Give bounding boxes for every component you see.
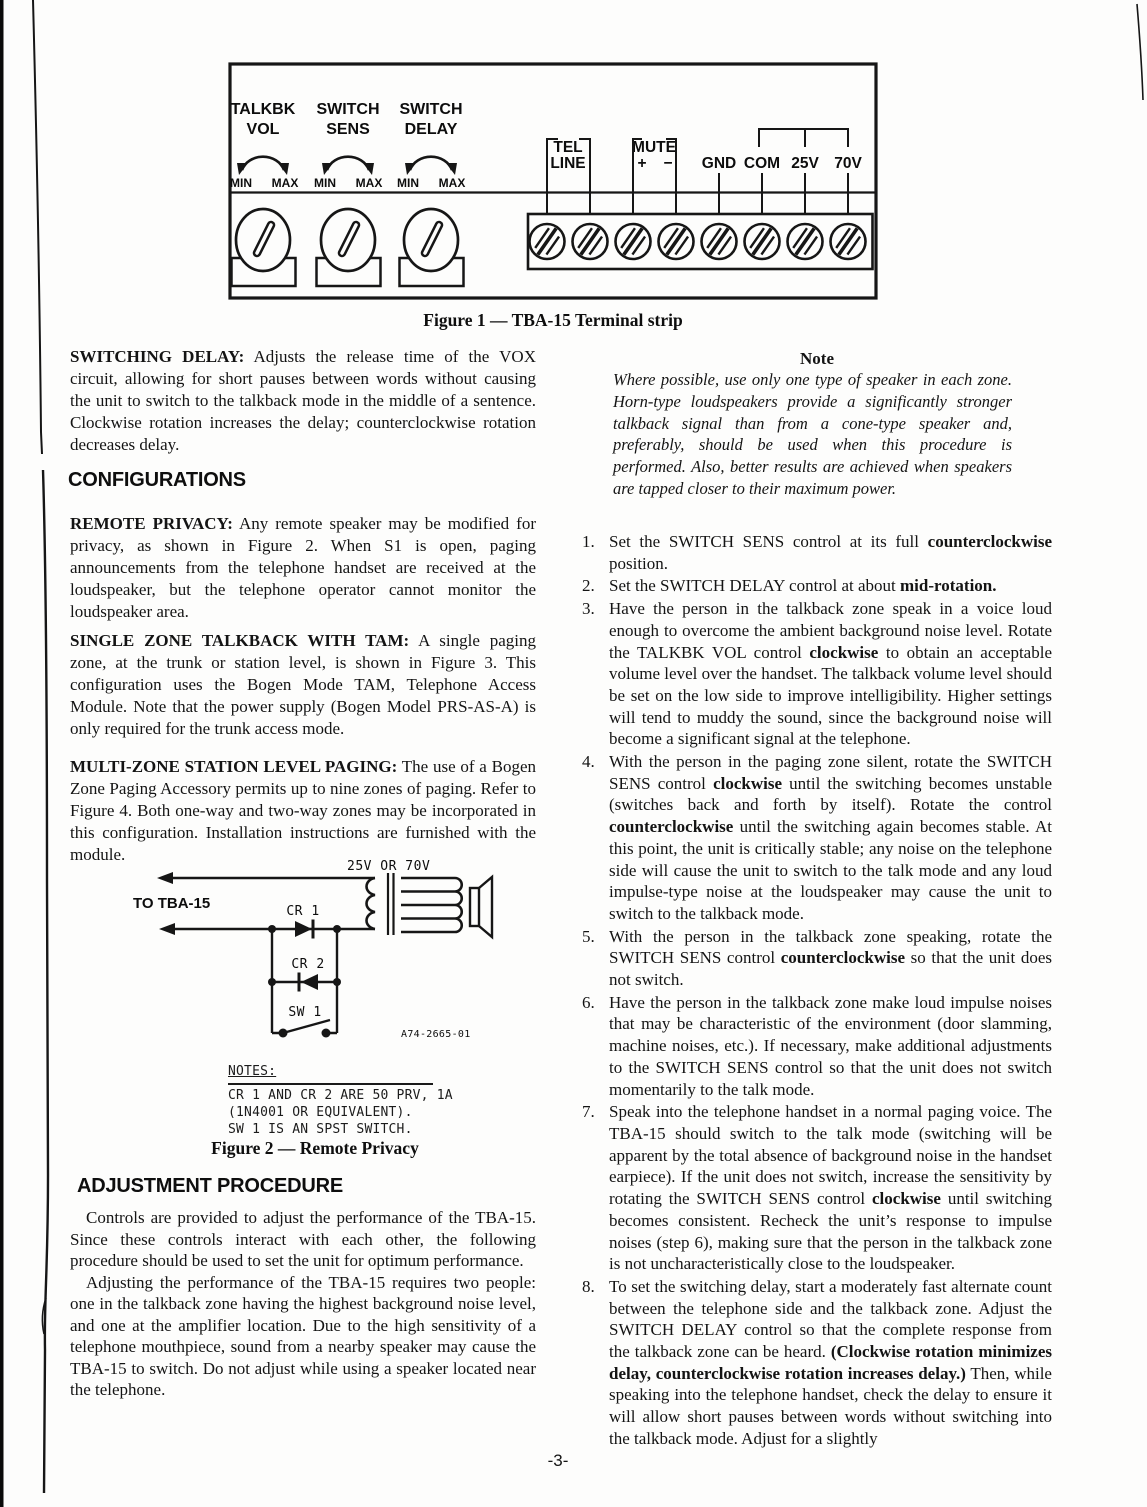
switch-terminal-dot [322, 1029, 331, 1038]
rotation-arc-icon [237, 157, 289, 175]
speaker-horn-icon [479, 877, 492, 937]
terminal-screw [788, 224, 823, 259]
procedure-step-7: 7. Speak into the telephone handset in a normal paging voice. The TBA-15 should switch to the talk mode (switching will be apparent by the total absence of background noise in the handset earpiece). If the unit does not switch, increase the sensitivity by rotating the SWITCH SENS control clockwise until switching becomes consistent. Recheck the unit’s response to impulse noises (step 6), making sure that the person in the talkback zone is not uncharacteristically close to the loudspeaker. [582, 1102, 1053, 1274]
procedure-step-6: 6. Have the person in the talkback zone make loud impulse noises that may be characteristic of the environment (door slamming, machine noises, etc.). If necessary, make additional adjustments to the SWITCH SENS control so that the unit does not switch momentarily to the talk mode. [582, 992, 1052, 1099]
gnd-label: GND [701, 155, 737, 172]
notes-line: CR 1 AND CR 2 ARE 50 PRV, 1A [228, 1088, 453, 1103]
min-label: MIN [230, 176, 252, 190]
arrow-left-icon [159, 923, 175, 935]
notes-rule [228, 1083, 433, 1085]
svg-text:VOL: VOL [246, 121, 280, 138]
notes-line: (1N4001 OR EQUIVALENT). [228, 1105, 413, 1120]
rotation-arc-icon [322, 157, 374, 175]
controls-paragraph: Controls are provided to adjust the performance of the TBA-15. Since these controls interact with each other, the following procedure should be used to set the unit for optimum performance. [70, 1208, 536, 1270]
svg-text:SENS: SENS [326, 121, 370, 138]
sw1-label: SW 1 [288, 1005, 322, 1020]
step-number: 8. [582, 1276, 595, 1296]
adjustment-procedure-heading: ADJUSTMENT PROCEDURE [77, 1175, 344, 1197]
terminal-screw [831, 224, 866, 259]
arrow-left-icon [157, 872, 173, 884]
procedure-step-4: 4. With the person in the paging zone silent, rotate the SWITCH SENS control clockwise until the switching becomes unstable (switches back and forth by itself). Rotate the control counterclockwise until the switching again becomes stable. At this point, the unit is critically stable; any noise on the telephone side will cause the unit to switch to the talk mode and any loud impulse-type noise at the loudspeaker may cause the unit to switch to the talkback mode. [582, 752, 1052, 923]
talkbk-vol-label: TALKBK [230, 101, 296, 118]
transformer-core [388, 873, 394, 935]
rotation-arc-icon [405, 157, 457, 175]
step-number: 1. [582, 532, 595, 551]
procedure-steps-list [582, 531, 1052, 1451]
mute-plus-label: + [637, 155, 647, 172]
transformer-secondary-coil [401, 878, 462, 932]
speaker-driver [470, 888, 479, 926]
25v-label: 25V [791, 155, 819, 172]
diode-cr2-symbol [301, 974, 318, 990]
cr1-label: CR 1 [286, 904, 320, 919]
terminal-screw [702, 224, 737, 259]
page-edge-strip [0, 0, 4, 1507]
cr2-label: CR 2 [291, 957, 325, 972]
figure2-caption: Figure 2 — Remote Privacy [211, 1138, 419, 1158]
step-number: 5. [582, 926, 595, 946]
potentiometer-knob [232, 209, 296, 286]
voltage-label: 25V OR 70V [347, 859, 431, 874]
notes-title: NOTES: [228, 1064, 277, 1079]
potentiometer-knob [317, 209, 381, 286]
figure2-notes [228, 1063, 453, 1138]
two-people-paragraph: Adjusting the performance of the TBA-15 requires two people: one in the talkback zone having the highest background noise level, and one at the amplifier location. Due to the high sensitivity of a telephone mouthpiece, sound from a nearby speaker may cause the TBA-15 to switch. Do not adjust while using a speaker located near the telephone. [70, 1272, 536, 1399]
step-number: 7. [582, 1102, 595, 1122]
remote-privacy-lead: REMOTE PRIVACY: [70, 514, 233, 533]
junction-dot [333, 978, 341, 986]
mute-label: MUTE [632, 139, 676, 156]
mute-minus-label: − [663, 155, 673, 172]
switching-delay-lead: SWITCHING DELAY: [70, 347, 245, 366]
adjustment-intro [70, 1207, 536, 1401]
step-number: 2. [582, 576, 595, 596]
transformer-primary-coil [367, 878, 375, 929]
switching-delay-paragraph: SWITCHING DELAY: Adjusts the release time of the VOX circuit, allowing for short pauses between words without causing the unit to switch to the talkback mode in the middle of a sentence. Clockwise rotation increases the delay; counterclockwise rotation decreases delay. [70, 347, 536, 454]
70v-label: 70V [834, 155, 862, 172]
line-label: LINE [550, 155, 586, 172]
terminal-screw [745, 224, 780, 259]
output-bracket [759, 129, 848, 147]
procedure-step-2: 2. Set the SWITCH DELAY control at about mid-rotation. [582, 576, 997, 596]
note-heading: Note [800, 349, 834, 368]
com-label: COM [743, 155, 781, 172]
drawing-number: A74-2665-01 [401, 1029, 471, 1040]
terminal-screw [530, 224, 565, 259]
remote-privacy-paragraph: REMOTE PRIVACY: Any remote speaker may be modified for privacy, as shown in Figure 2. When S1 is open, paging announcements from the telephone handset are received at the loudspeaker, but the telephone operator cannot monitor the loudspeaker area. [70, 514, 537, 621]
diode-cr1-symbol [295, 921, 312, 937]
procedure-step-1: 1. Set the SWITCH SENS control at its full counterclockwise position. [582, 532, 1052, 573]
max-label: MAX [271, 176, 299, 190]
notes-line: SW 1 IS AN SPST SWITCH. [228, 1122, 413, 1137]
multi-zone-paragraph: MULTI-ZONE STATION LEVEL PAGING: The use of a Bogen Zone Paging Accessory permits up to nine zones of paging. Refer to Figure 4. Both one-way and two-way zones may be incorporated in this configuration. Installation instructions are furnished with the module. [70, 757, 536, 864]
page-crease-line-top [33, 0, 42, 454]
single-zone-paragraph: SINGLE ZONE TALKBACK WITH TAM: A single paging zone, at the trunk or station level, is shown in Figure 3. This configuration uses the Bogen Mode TAM, Telephone Access Module. Note that the power supply (Bogen Model PRS-AS-A) is only required for the trunk access mode. [70, 631, 536, 738]
terminal-screw [573, 224, 608, 259]
page-crease-line-bottom [43, 470, 48, 1493]
max-label: MAX [438, 176, 466, 190]
to-tba15-label: TO TBA-15 [133, 895, 211, 912]
single-zone-lead: SINGLE ZONE TALKBACK WITH TAM: [70, 631, 410, 650]
procedure-step-8: 8. To set the switching delay, start a moderately fast alternate count between the telephone side and the talkback zone. Adjust the SWITCH DELAY control so that the complete response from the talkback zone can be heard. (Clockwise rotation minimizes delay, counterclockwise rotation increases delay.) Then, while speaking into the telephone handset, check the delay to ensure it will allow short pauses between words without switching into the talkback mode. Adjust for a slightly [582, 1276, 1052, 1448]
figure1-terminal-strip-diagram [228, 62, 878, 300]
step-number: 3. [582, 599, 595, 619]
step-number: 6. [582, 992, 595, 1012]
min-label: MIN [397, 176, 419, 190]
terminal-screw [659, 224, 694, 259]
figure2-remote-privacy-diagram [115, 855, 585, 1050]
switch-sens-label: SWITCH [316, 101, 380, 118]
max-label: MAX [355, 176, 383, 190]
figure1-caption: Figure 1 — TBA-15 Terminal strip [423, 310, 683, 330]
procedure-step-3: 3. Have the person in the talkback zone speak in a voice loud enough to overcome the ambient background noise level. Rotate the TALKBK VOL control clockwise to obtain an acceptable volume level over the handset. The talkback volume level should be set on the low side to improve intelligibility. Higher settings will tend to muddy the sound, since the background noise will become a significant signal at the telephone. [582, 599, 1052, 749]
page-number: -3- [547, 1451, 569, 1470]
multi-zone-lead: MULTI-ZONE STATION LEVEL PAGING: [70, 757, 398, 776]
tel-label: TEL [553, 139, 583, 156]
switch-delay-label: SWITCH [399, 101, 463, 118]
configurations-heading: CONFIGURATIONS [68, 469, 246, 491]
page-edge-line-right [1137, 4, 1143, 100]
potentiometer-knob [400, 209, 464, 286]
terminal-screw [616, 224, 651, 259]
note-body: Where possible, use only one type of speaker in each zone. Horn-type loudspeakers provide a significantly stronger talkback signal than from a cone-type speaker and, preferably, should be used when this procedure is performed. Also, better results are achieved when speakers are tapped closer to their maximum power. [613, 370, 1012, 498]
svg-text:DELAY: DELAY [404, 121, 458, 138]
min-label: MIN [314, 176, 336, 190]
step-number: 4. [582, 752, 595, 772]
junction-dot [268, 978, 276, 986]
procedure-step-5: 5. With the person in the talkback zone speaking, rotate the SWITCH SENS control counterclockwise so that the unit does not switch. [582, 926, 1053, 990]
